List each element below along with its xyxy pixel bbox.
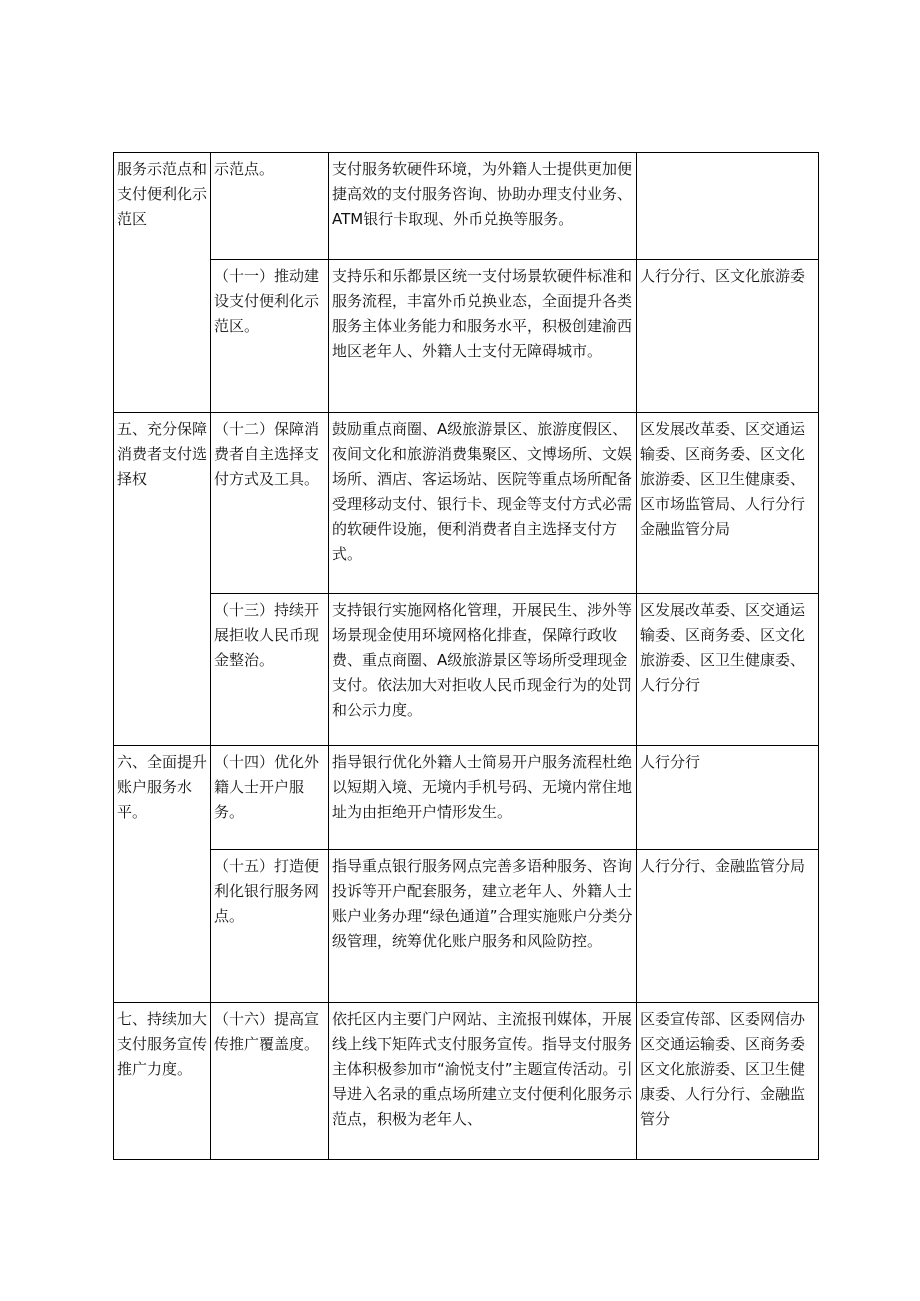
- content-cell: [329, 746, 637, 850]
- content-text: 支持银行实施网格化管理，开展民生、涉外等场景现金使用环境网格化排查，保障行政收费、重点商圈、A级旅游景区等场所受理现金支付。依法加大对拒收人民币现金行为的处罚和公示力度。: [332, 601, 633, 719]
- category-cell: [114, 746, 211, 1003]
- units-cell: [637, 1003, 819, 1160]
- content-cell: [329, 850, 637, 1003]
- content-cell: [329, 1003, 637, 1160]
- category-cell: [114, 1003, 211, 1160]
- content-cell: [329, 153, 637, 260]
- category-text: 五、充分保障消费者支付选择权: [117, 420, 208, 488]
- measure-cell: [211, 850, 329, 1003]
- measure-text: （十六）提高宣传推广覆盖度。: [214, 1010, 320, 1053]
- measures-table: [113, 152, 819, 1160]
- units-text: 人行分行: [640, 753, 701, 771]
- units-cell: [637, 594, 819, 746]
- table-row: [114, 850, 819, 1003]
- units-cell: [637, 850, 819, 1003]
- content-text: 指导银行优化外籍人士简易开户服务流程杜绝以短期入境、无境内手机号码、无境内常住地址为由拒绝开户情形发生。: [332, 753, 633, 821]
- content-text: 支付服务软硬件环境，为外籍人士提供更加便捷高效的支付服务咨询、协助办理支付业务、ATM银行卡取现、外币兑换等服务。: [332, 160, 633, 228]
- units-text: 区发展改革委、区交通运输委、区商务委、区文化旅游委、区卫生健康委、区市场监管局、人行分行金融监管分局: [640, 420, 806, 538]
- measure-cell: [211, 153, 329, 260]
- content-cell: [329, 594, 637, 746]
- content-text: 依托区内主要门户网站、主流报刊媒体，开展线上线下矩阵式支付服务宣传。指导支付服务主体积极参加市“渝悦支付”主题宣传活动。引导进入名录的重点场所建立支付便利化服务示范点，积极为老年人、: [332, 1010, 633, 1128]
- measure-text: 示范点。: [214, 160, 275, 178]
- category-cell: [114, 413, 211, 746]
- category-text: 六、全面提升账户服务水平。: [117, 753, 208, 821]
- measure-cell: [211, 746, 329, 850]
- units-cell: [637, 413, 819, 594]
- content-cell: [329, 260, 637, 413]
- measure-cell: [211, 413, 329, 594]
- measure-text: （十一）推动建设支付便利化示范区。: [214, 267, 320, 335]
- category-text: 服务示范点和支付便利化示范区: [117, 160, 208, 228]
- units-text: 人行分行、金融监管分局: [640, 857, 806, 875]
- table-row: [114, 260, 819, 413]
- units-cell: [637, 260, 819, 413]
- table-row: [114, 153, 819, 260]
- measure-cell: [211, 594, 329, 746]
- units-text: 区发展改革委、区交通运输委、区商务委、区文化旅游委、区卫生健康委、人行分行: [640, 601, 806, 694]
- measure-cell: [211, 260, 329, 413]
- units-text: 人行分行、区文化旅游委: [640, 267, 806, 285]
- measure-text: （十二）保障消费者自主选择支付方式及工具。: [214, 420, 320, 488]
- measure-text: （十三）持续开展拒收人民币现金整治。: [214, 601, 320, 669]
- content-text: 指导重点银行服务网点完善多语种服务、咨询投诉等开户配套服务，建立老年人、外籍人士账户业务办理“绿色通道”合理实施账户分类分级管理，统筹优化账户服务和风险防控。: [332, 857, 633, 950]
- measure-text: （十五）打造便利化银行服务网点。: [214, 857, 320, 925]
- content-text: 支持乐和乐都景区统一支付场景软硬件标准和服务流程，丰富外币兑换业态，全面提升各类服务主体业务能力和服务水平，积极创建渝西地区老年人、外籍人士支付无障碍城市。: [332, 267, 633, 360]
- table-row: [114, 746, 819, 850]
- category-text: 七、持续加大支付服务宣传推广力度。: [117, 1010, 208, 1078]
- table-row: [114, 594, 819, 746]
- units-text: 区委宣传部、区委网信办区交通运输委、区商务委区文化旅游委、区卫生健康委、人行分行、金融监管分: [640, 1010, 806, 1128]
- content-text: 鼓励重点商圈、A级旅游景区、旅游度假区、夜间文化和旅游消费集聚区、文博场所、文娱场所、酒店、客运场站、医院等重点场所配备受理移动支付、银行卡、现金等支付方式必需的软硬件设施，便利消费者自主选择支付方式。: [332, 420, 633, 563]
- measure-cell: [211, 1003, 329, 1160]
- units-cell: [637, 746, 819, 850]
- content-cell: [329, 413, 637, 594]
- table-row: [114, 1003, 819, 1160]
- measure-text: （十四）优化外籍人士开户服务。: [214, 753, 320, 821]
- table-row: [114, 413, 819, 594]
- category-cell: [114, 153, 211, 413]
- units-cell: [637, 153, 819, 260]
